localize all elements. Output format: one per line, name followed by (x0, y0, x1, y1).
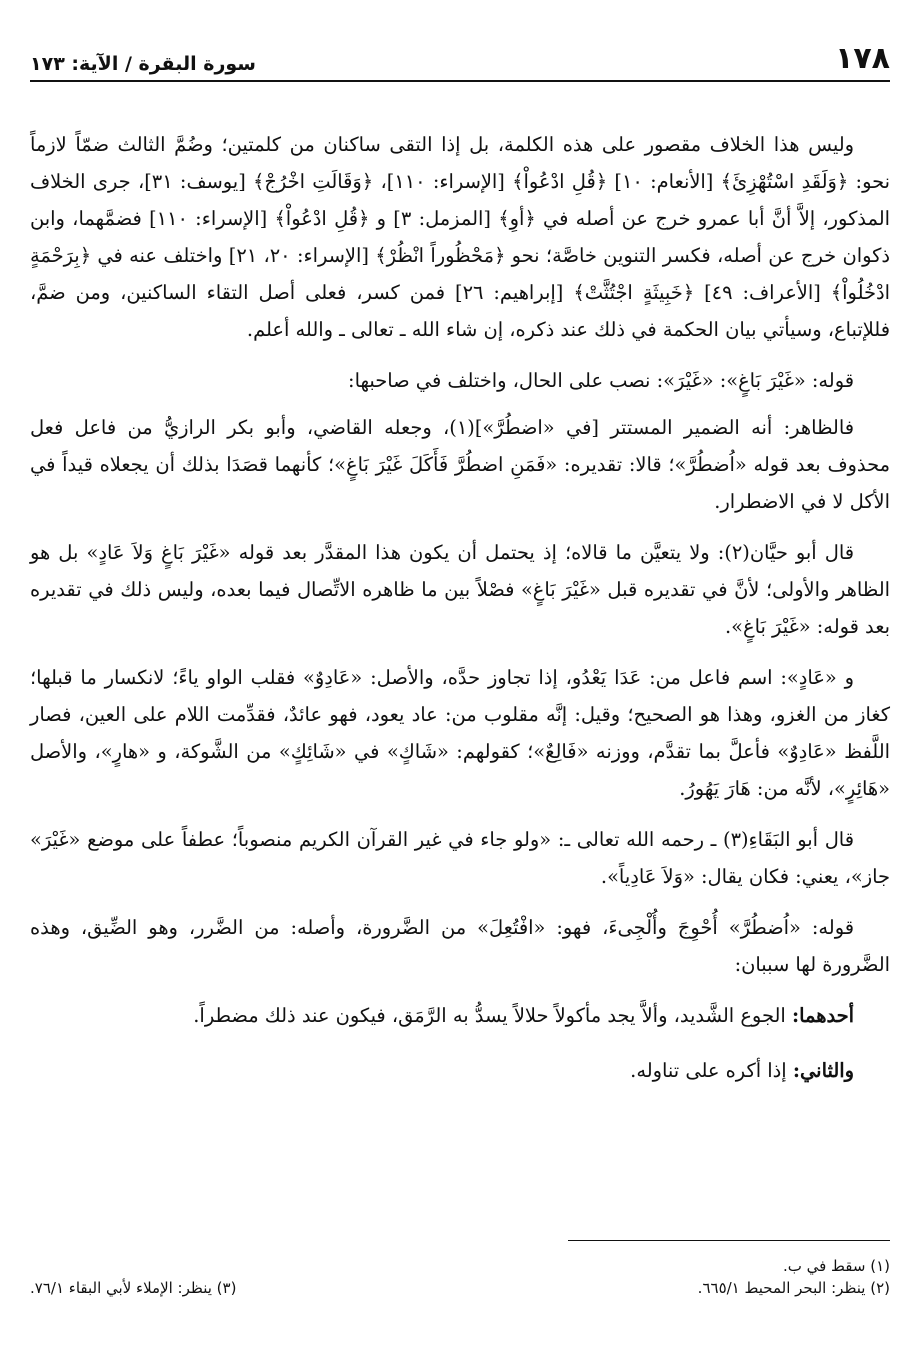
book-page (30, 30, 890, 1340)
running-title: سورة البقرة / الآية: ١٧٣ (30, 53, 256, 75)
footnotes (30, 1240, 890, 1299)
paragraph: قوله: «اُضطُرَّ» أُحْوِجَ وأُلْجِىءَ، فهو: «افْتُعِلَ» من الضَّرورة، وأصله: من الضَّرر، وهو الضِّيق، وهذه الضَّرورة لها سببان: (30, 916, 890, 976)
paragraph-lead: أحدهما: (791, 1004, 854, 1027)
paragraph-lead: والثاني: (792, 1059, 854, 1082)
page-number: ١٧٨ (835, 41, 890, 76)
paragraph-text: إذا أكره على تناوله. (630, 1059, 793, 1082)
paragraph: قال أبو حيَّان(٢): ولا يتعيَّن ما قالاه؛ إذ يحتمل أن يكون هذا المقدَّر بعد قوله «غَيْرَ بَاغٍ وَلاَ عَادٍ» بل هو الظاهر والأولى؛ لأنَّ في تقديره قبل «غَيْرَ بَاغٍ» فصْلاً بين ما ظاهره الاتِّصال فيما بعده، وليس ذلك في تقديره بعد قوله: «غَيْرَ بَاغٍ». (30, 541, 890, 638)
footnote: (٣) ينظر: الإملاء لأبي البقاء ٧٦/١. (30, 1279, 237, 1297)
paragraph: وليس هذا الخلاف مقصور على هذه الكلمة، بل إذا التقى ساكنان من كلمتين؛ وضُمَّ الثالث ضمّاً لازماً نحو: ﴿وَلَقَدِ اسْتُهْزِئَ﴾ [الأنعام: ١٠] ﴿قُلِ ادْعُواْ﴾ [الإسراء: ١١٠]، ﴿وَقَالَتِ اخْرُجْ﴾ [يوسف: ٣١]، جرى الخلاف المذكور، إلاَّ أنَّ أبا عمرو خرج عن أصله في ﴿أوِ﴾ [المزمل: ٣] و ﴿قُلِ ادْعُواْ﴾ [الإسراء: ١١٠] فضمَّهما، وابن ذكوان خرج عن أصله، فكسر التنوين خاصَّة؛ نحو ﴿مَحْظُوراً انْظُرْ﴾ [الإسراء: ٢٠، ٢١] واختلف عنه في ﴿بِرَحْمَةٍ ادْخُلُواْ﴾ [الأعراف: ٤٩] ﴿خَبِيثَةٍ اجْتُثَّتْ﴾ [إبراهيم: ٢٦] فمن كسر، فعلى أصل التقاء الساكنين، ومن ضمَّ، فللإتباع، وسيأتي بيان الحكمة في ذلك عند ذكره، إن شاء الله ـ تعالى ـ والله أعلم. (30, 133, 891, 341)
paragraph: فالظاهر: أنه الضمير المستتر [في «اضطُرَّ»](١)، وجعله القاضي، وأبو بكر الرازيُّ من فاعل فعل محذوف بعد قوله «اُضطُرَّ»؛ قالا: تقديره: «فَمَنِ اضطُرَّ فَأَكَلَ غَيْرَ بَاغٍ»؛ كأنهما قصَدَا بذلك أن يجعلاه قيداً في الأكل لا في الاضطرار. (30, 416, 890, 513)
paragraph: قوله: «غَيْرَ بَاغٍ»: «غَيْرَ»: نصب على الحال، واختلف في صاحبها: (348, 369, 854, 392)
footnote-row (30, 1277, 890, 1299)
paragraph (30, 997, 890, 1034)
paragraph (30, 1052, 890, 1089)
paragraph-text: الجوع الشَّديد، وألاَّ يجد مأكولاً حلالاً يسدُّ به الرَّمَق، فيكون عند ذلك مضطراً. (193, 1004, 792, 1027)
footnote: (١) سقط في ب. (782, 1257, 890, 1275)
paragraph: قال أبو البَقَاءِ(٣) ـ رحمه الله تعالى ـ: «ولو جاء في غير القرآن الكريم منصوباً؛ عطفاً على موضع «غَيْرَ» جاز»، يعني: فكان يقال: «وَلاَ عَادِياً». (30, 828, 890, 888)
footnote: (٢) ينظر: البحر المحيط ٦٦٥/١. (697, 1279, 890, 1297)
paragraph: و «عَادٍ»: اسم فاعل من: عَدَا يَعْدُو، إذا تجاوز حدَّه، والأصل: «عَادِوٌ» فقلب الواو ياءً؛ لانكسار ما قبلها؛ كغاز من الغزو، وهذا هو الصحيح؛ وقيل: إنَّه مقلوب من: عاد يعود، فهو عائدٌ، فقدِّمت اللام على العين، فصار اللَّفظ «عَادِوٌ» فأعلَّ بما تقدَّم، ووزنه «فَالِعٌ»؛ كقولهم: «شَاكٍ» في «شَائِكٍ» من الشَّوكة، و «هارٍ»، والأصل «هَائِرٍ»، لأنَّه من: هَارَ يَهُورُ. (30, 666, 890, 800)
footnote-rule (568, 1240, 890, 1241)
page-header (30, 30, 890, 82)
main-text (30, 126, 890, 1089)
